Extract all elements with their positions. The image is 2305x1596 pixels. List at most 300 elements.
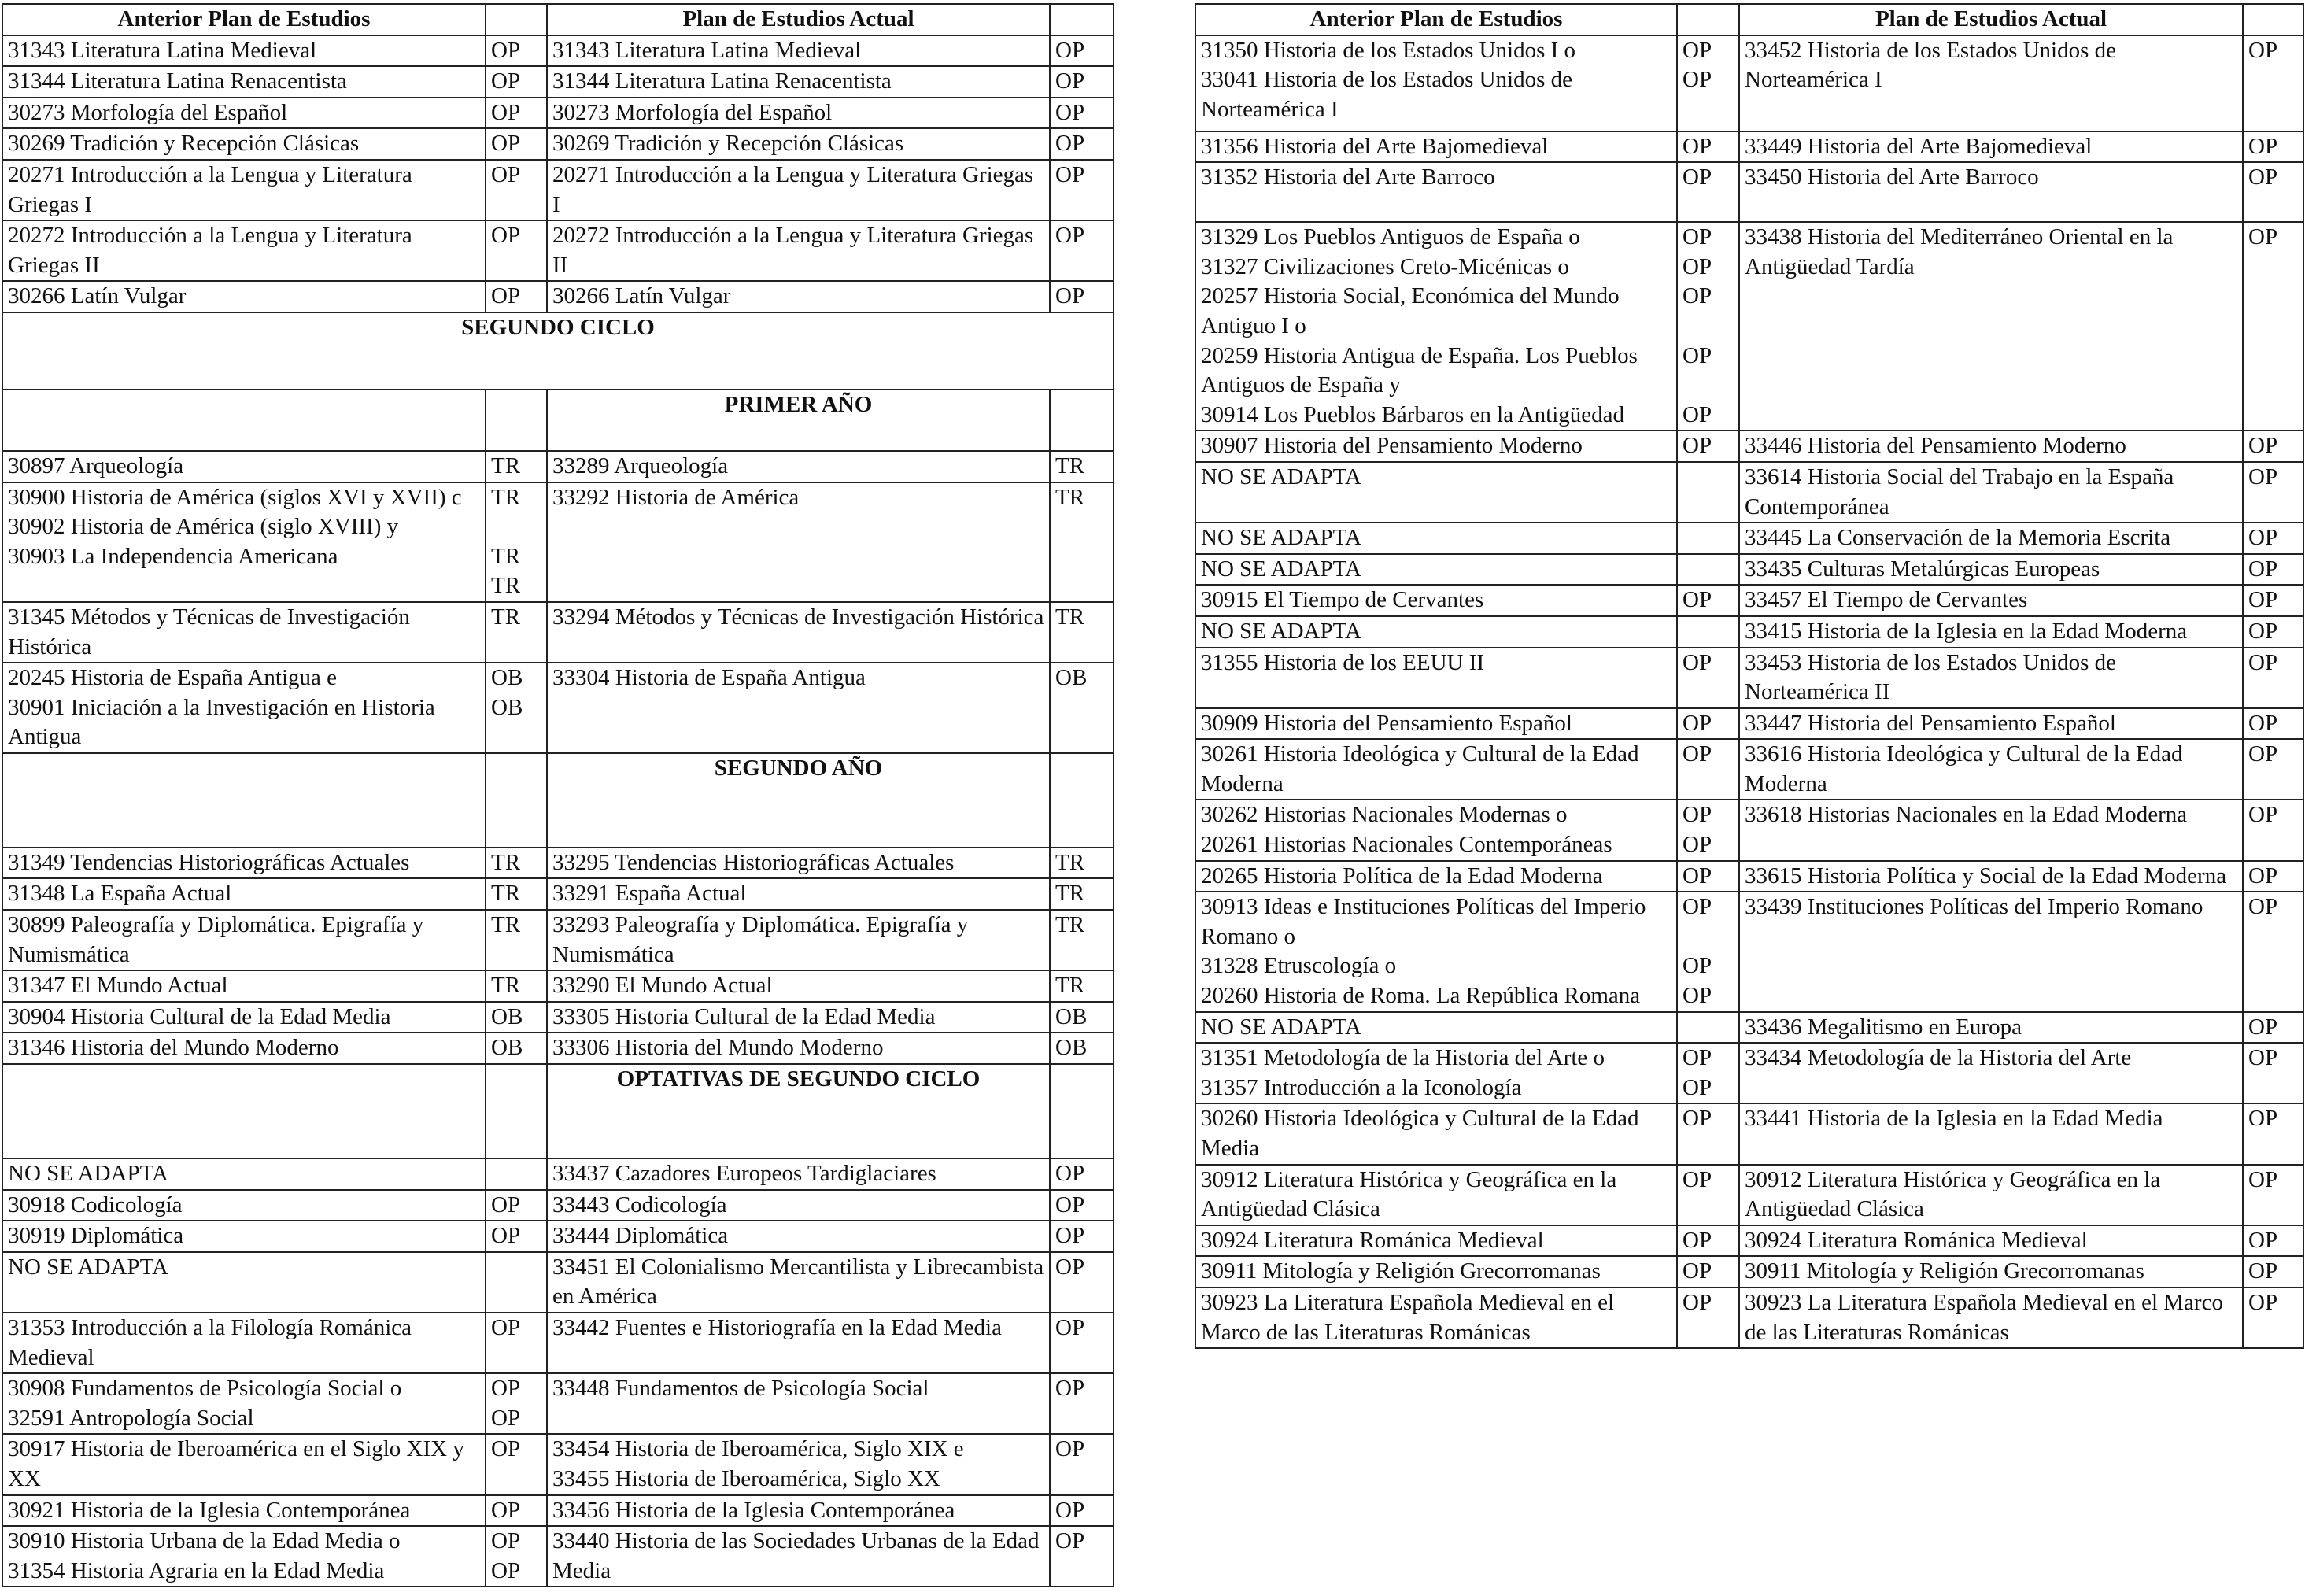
old-course: 30273 Morfología del Español bbox=[8, 99, 288, 125]
new-course-type: OP bbox=[1050, 66, 1114, 98]
equivalence-row bbox=[1195, 1225, 2303, 1257]
equivalence-row bbox=[2, 482, 1114, 602]
new-course: 33295 Tendencias Historiográficas Actuales bbox=[552, 849, 955, 875]
old-type-value: OP bbox=[491, 1497, 521, 1523]
equivalence-row bbox=[1195, 861, 2303, 892]
old-course-cell bbox=[1195, 554, 1677, 586]
old-course-type bbox=[1677, 162, 1739, 222]
old-course: 31350 Historia de los Estados Unidos I o bbox=[1201, 37, 1576, 63]
old-course-cell bbox=[1195, 585, 1677, 616]
old-course-type bbox=[1677, 222, 1739, 430]
old-type-value: OP bbox=[491, 1315, 521, 1340]
old-course: 30904 Historia Cultural de la Edad Media bbox=[8, 1003, 391, 1029]
new-course-cell bbox=[547, 1313, 1050, 1373]
old-course-type bbox=[486, 98, 547, 129]
new-course-cell bbox=[547, 220, 1050, 281]
new-course: 30912 Literatura Histórica y Geográfica en la Antigüedad Clásica bbox=[1745, 1166, 2161, 1222]
old-course: 30266 Latín Vulgar bbox=[8, 283, 187, 309]
old-course: 31345 Métodos y Técnicas de Investigación Histórica bbox=[8, 604, 410, 659]
new-course-cell bbox=[547, 128, 1050, 160]
old-course: 30918 Codicología bbox=[8, 1191, 183, 1217]
old-course-type bbox=[486, 970, 547, 1002]
equivalence-row bbox=[1195, 1165, 2303, 1225]
new-course-type: OB bbox=[1050, 1002, 1114, 1033]
old-course: 31343 Literatura Latina Medieval bbox=[8, 37, 317, 63]
new-course-cell bbox=[547, 1495, 1050, 1527]
new-course: 33449 Historia del Arte Bajomedieval bbox=[1745, 133, 2093, 159]
old-type-value: OP bbox=[1683, 1166, 1712, 1192]
old-course-type bbox=[1677, 585, 1739, 616]
new-course: 33456 Historia de la Iglesia Contemporánea bbox=[552, 1497, 955, 1523]
old-type-value: TR bbox=[491, 604, 521, 630]
old-course-type bbox=[486, 1158, 547, 1190]
old-course: 31355 Historia de los EEUU II bbox=[1201, 649, 1485, 675]
new-course: 33437 Cazadores Europeos Tardiglaciares bbox=[552, 1161, 936, 1187]
old-course-type bbox=[1677, 430, 1739, 462]
old-course: 30903 La Independencia Americana bbox=[8, 543, 338, 569]
new-course-type: OP bbox=[1050, 98, 1114, 129]
new-course: 31344 Literatura Latina Renacentista bbox=[552, 68, 892, 94]
old-course-type bbox=[486, 1190, 547, 1221]
new-course-type: OP bbox=[1050, 1313, 1114, 1373]
old-course-cell bbox=[1195, 1225, 1677, 1257]
old-type-value: OP bbox=[1683, 67, 1712, 93]
right-equivalence-table bbox=[1195, 3, 2304, 1349]
new-course: 33440 Historia de las Sociedades Urbanas de la Edad Media bbox=[552, 1528, 1040, 1583]
old-type-value: OP bbox=[491, 161, 521, 187]
old-course-type bbox=[486, 451, 547, 482]
old-type-value: TR bbox=[491, 543, 521, 569]
new-course-type: TR bbox=[1050, 970, 1114, 1002]
old-course: 30910 Historia Urbana de la Edad Media o bbox=[8, 1528, 401, 1554]
old-type-value: OP bbox=[1683, 832, 1712, 858]
old-course: 31357 Introducción a la Iconología bbox=[1201, 1074, 1522, 1100]
old-type-value: TR bbox=[491, 881, 521, 907]
new-course-cell bbox=[547, 482, 1050, 602]
old-type-value bbox=[491, 512, 541, 542]
equivalence-row bbox=[1195, 616, 2303, 648]
old-course: 30901 Iniciación a la Investigación en Historia Antigua bbox=[8, 694, 435, 750]
old-course-type bbox=[486, 1221, 547, 1252]
equivalence-row bbox=[1195, 1256, 2303, 1288]
old-course-cell bbox=[2, 602, 486, 663]
new-course-type: OP bbox=[2243, 1043, 2303, 1103]
old-course-cell bbox=[1195, 222, 1677, 430]
old-course-cell bbox=[1195, 1012, 1677, 1044]
old-course-type bbox=[1677, 861, 1739, 892]
old-course: 30909 Historia del Pensamiento Español bbox=[1201, 710, 1572, 736]
new-course: 33415 Historia de la Iglesia en la Edad Moderna bbox=[1745, 618, 2188, 644]
new-course-cell bbox=[547, 663, 1050, 753]
old-course-type bbox=[486, 848, 547, 879]
equivalence-row bbox=[1195, 892, 2303, 1011]
new-course-cell bbox=[1739, 462, 2243, 523]
new-course-cell bbox=[547, 1158, 1050, 1190]
old-course-cell bbox=[1195, 1103, 1677, 1164]
old-course-type bbox=[486, 66, 547, 98]
equivalence-row bbox=[2, 160, 1114, 220]
equivalence-row bbox=[1195, 35, 2303, 131]
old-type-value: OP bbox=[491, 223, 521, 249]
old-course-cell bbox=[1195, 739, 1677, 800]
new-course-cell bbox=[547, 602, 1050, 663]
new-course: 33435 Culturas Metalúrgicas Europeas bbox=[1745, 556, 2100, 582]
subsection-row bbox=[2, 390, 1114, 451]
new-course-cell bbox=[547, 66, 1050, 98]
new-course-cell bbox=[547, 281, 1050, 312]
old-type-value: OP bbox=[1683, 1258, 1712, 1284]
equivalence-row bbox=[2, 970, 1114, 1002]
new-course-cell bbox=[1739, 222, 2243, 430]
new-course: 33434 Metodología de la Historia del Arte bbox=[1745, 1045, 2132, 1071]
new-course-type: OP bbox=[1050, 1373, 1114, 1434]
new-course-cell bbox=[1739, 523, 2243, 554]
equivalence-row bbox=[2, 281, 1114, 312]
new-course: 33305 Historia Cultural de la Edad Media bbox=[552, 1003, 936, 1029]
old-course: 31347 El Mundo Actual bbox=[8, 973, 228, 999]
new-course: 33292 Historia de América bbox=[552, 484, 800, 510]
old-course: 30261 Historia Ideológica y Cultural de la Edad Moderna bbox=[1201, 741, 1639, 796]
old-course-type bbox=[486, 1434, 547, 1494]
new-course-type: TR bbox=[1050, 878, 1114, 910]
old-course: 30921 Historia de la Iglesia Contemporánea bbox=[8, 1497, 411, 1523]
equivalence-row bbox=[1195, 648, 2303, 708]
new-course-type: OP bbox=[2243, 430, 2303, 462]
old-course-cell bbox=[2, 220, 486, 281]
left-rows-top bbox=[2, 35, 1114, 312]
old-course-cell bbox=[2, 482, 486, 602]
old-type-value: OP bbox=[1683, 587, 1712, 613]
new-course-cell bbox=[547, 1434, 1050, 1494]
old-course-cell bbox=[2, 848, 486, 879]
old-course-type bbox=[1677, 554, 1739, 586]
new-course-type: OP bbox=[2243, 523, 2303, 554]
old-type-value: OP bbox=[1683, 802, 1712, 828]
old-course-cell bbox=[2, 878, 486, 910]
old-plan-header: Anterior Plan de Estudios bbox=[2, 4, 486, 35]
old-course: 30924 Literatura Románica Medieval bbox=[1201, 1227, 1544, 1253]
new-course-type: OP bbox=[1050, 1221, 1114, 1252]
new-course-cell bbox=[547, 1002, 1050, 1033]
new-course: 33290 El Mundo Actual bbox=[552, 973, 773, 999]
old-course: NO SE ADAPTA bbox=[1201, 525, 1361, 551]
old-course-type bbox=[486, 1033, 547, 1064]
equivalence-row bbox=[2, 1373, 1114, 1434]
old-course-type bbox=[486, 663, 547, 753]
old-course-cell bbox=[1195, 1165, 1677, 1225]
new-course: 30923 La Literatura Española Medieval en el Marco de las Literaturas Románicas bbox=[1745, 1289, 2223, 1345]
old-type-value: TR bbox=[491, 973, 521, 999]
old-course: 20259 Historia Antigua de España. Los Pueblos Antiguos de España y bbox=[1201, 342, 1638, 398]
old-type-value bbox=[1683, 523, 1734, 553]
equivalence-row bbox=[2, 1434, 1114, 1494]
new-course-cell bbox=[547, 848, 1050, 879]
new-course-type: OP bbox=[2243, 1012, 2303, 1044]
old-course-type bbox=[486, 1313, 547, 1373]
new-course-cell bbox=[547, 1190, 1050, 1221]
old-course: NO SE ADAPTA bbox=[8, 1161, 168, 1187]
old-course: 30262 Historias Nacionales Modernas o bbox=[1201, 802, 1568, 828]
new-course-type: OP bbox=[2243, 554, 2303, 586]
new-course-type: OP bbox=[2243, 1225, 2303, 1257]
old-course-type bbox=[1677, 523, 1739, 554]
old-course-cell bbox=[2, 98, 486, 129]
old-course-cell bbox=[2, 128, 486, 160]
new-course-type: OP bbox=[2243, 222, 2303, 430]
old-course-cell bbox=[2, 970, 486, 1002]
old-course-cell bbox=[1195, 708, 1677, 740]
old-course-cell bbox=[2, 1033, 486, 1064]
old-course-cell bbox=[2, 160, 486, 220]
old-course: 31346 Historia del Mundo Moderno bbox=[8, 1035, 339, 1061]
old-course: 20261 Historias Nacionales Contemporáneas bbox=[1201, 832, 1612, 858]
old-course-type bbox=[1677, 462, 1739, 523]
old-type-value: OP bbox=[1683, 133, 1712, 159]
new-course-cell bbox=[547, 1526, 1050, 1587]
new-course-cell bbox=[1739, 35, 2243, 131]
old-type-value bbox=[1683, 617, 1734, 647]
old-type-value: TR bbox=[491, 912, 521, 938]
new-course-cell bbox=[1739, 739, 2243, 800]
old-course-type bbox=[486, 1252, 547, 1313]
old-course: 30269 Tradición y Recepción Clásicas bbox=[8, 131, 360, 157]
old-course-cell bbox=[2, 35, 486, 67]
new-course-type: OP bbox=[2243, 1256, 2303, 1288]
equivalence-row bbox=[2, 128, 1114, 160]
new-course-cell bbox=[1739, 1012, 2243, 1044]
old-course: 30897 Arqueología bbox=[8, 453, 184, 478]
old-course-type bbox=[486, 1495, 547, 1527]
old-type-value: OP bbox=[491, 1436, 521, 1462]
new-course-type: OP bbox=[1050, 1252, 1114, 1313]
old-course-cell bbox=[2, 1252, 486, 1313]
new-course: 33457 El Tiempo de Cervantes bbox=[1745, 587, 2028, 613]
old-course: 30260 Historia Ideológica y Cultural de la Edad Media bbox=[1201, 1106, 1639, 1161]
old-type-value: OP bbox=[1683, 1106, 1712, 1132]
old-course: NO SE ADAPTA bbox=[8, 1254, 168, 1280]
old-type-value: OP bbox=[1683, 253, 1712, 279]
old-course-cell bbox=[2, 1434, 486, 1494]
equivalence-row bbox=[2, 1252, 1114, 1313]
old-course-type bbox=[1677, 1012, 1739, 1044]
old-type-value bbox=[1683, 463, 1734, 493]
old-type-value: OB bbox=[491, 1003, 523, 1029]
old-type-value: OB bbox=[491, 1035, 523, 1061]
equivalence-row bbox=[2, 451, 1114, 482]
equivalence-row bbox=[1195, 585, 2303, 616]
equivalence-row bbox=[1195, 162, 2303, 222]
new-course-type: OP bbox=[1050, 1495, 1114, 1527]
old-course-cell bbox=[1195, 1256, 1677, 1288]
old-type-value: OB bbox=[491, 665, 523, 691]
equivalence-row bbox=[1195, 554, 2303, 586]
old-course: 30902 Historia de América (siglo XVIII) y bbox=[8, 514, 399, 540]
old-type-value: OP bbox=[1683, 283, 1712, 309]
equivalence-row bbox=[1195, 222, 2303, 430]
old-type-value: OP bbox=[1683, 37, 1712, 63]
new-course-type: TR bbox=[1050, 482, 1114, 602]
new-course-cell bbox=[1739, 430, 2243, 462]
old-course-type bbox=[486, 602, 547, 663]
old-course-cell bbox=[1195, 648, 1677, 708]
new-course-type: OP bbox=[2243, 462, 2303, 523]
new-course: 30911 Mitología y Religión Grecorromanas bbox=[1745, 1258, 2144, 1284]
old-course: 30900 Historia de América (siglos XVI y XVII) c bbox=[8, 484, 462, 510]
old-type-value: OP bbox=[1683, 983, 1712, 1009]
old-course: 30917 Historia de Iberoamérica en el Siglo XIX y XX bbox=[8, 1436, 464, 1491]
old-type-value: OP bbox=[1683, 1289, 1712, 1315]
new-course-type: OP bbox=[2243, 1103, 2303, 1164]
old-type-value bbox=[1683, 1013, 1734, 1043]
old-course-type bbox=[1677, 800, 1739, 860]
new-plan-header: Plan de Estudios Actual bbox=[1739, 4, 2243, 35]
new-course-type: OP bbox=[1050, 35, 1114, 67]
old-course: 31328 Etruscología o bbox=[1201, 953, 1397, 979]
new-course: 33289 Arqueología bbox=[552, 453, 729, 478]
new-course-cell bbox=[547, 878, 1050, 910]
old-type-value: OP bbox=[491, 1223, 521, 1249]
new-course-cell bbox=[1739, 162, 2243, 222]
section-row bbox=[2, 312, 1114, 390]
old-course: 30907 Historia del Pensamiento Moderno bbox=[1201, 433, 1583, 459]
new-course: 33442 Fuentes e Historiografía en la Edad Media bbox=[552, 1315, 1002, 1340]
old-type-value: OP bbox=[1683, 433, 1712, 459]
old-course-type bbox=[486, 160, 547, 220]
new-course-cell bbox=[1739, 1288, 2243, 1348]
old-course: 32591 Antropología Social bbox=[8, 1405, 254, 1431]
equivalence-row bbox=[2, 663, 1114, 753]
old-course-type bbox=[1677, 1288, 1739, 1348]
equivalence-row bbox=[2, 66, 1114, 98]
new-course: 33445 La Conservación de la Memoria Escrita bbox=[1745, 525, 2171, 551]
old-course: 30913 Ideas e Instituciones Políticas del Imperio Romano o bbox=[1201, 894, 1646, 949]
old-course-type bbox=[1677, 131, 1739, 163]
equivalence-row bbox=[2, 220, 1114, 281]
equivalence-row bbox=[1195, 739, 2303, 800]
old-course-type bbox=[1677, 892, 1739, 1011]
old-course: 30899 Paleografía y Diplomática. Epigrafía y Numismática bbox=[8, 912, 424, 967]
old-course-type bbox=[486, 220, 547, 281]
old-course: 31349 Tendencias Historiográficas Actuales bbox=[8, 849, 410, 875]
equivalence-row bbox=[2, 848, 1114, 879]
old-course-type bbox=[1677, 1043, 1739, 1103]
new-course-type: OP bbox=[1050, 1158, 1114, 1190]
old-type-value: OP bbox=[491, 1528, 521, 1554]
new-course-cell bbox=[1739, 554, 2243, 586]
new-course-cell bbox=[1739, 800, 2243, 860]
old-course-cell bbox=[1195, 1043, 1677, 1103]
new-course: 20272 Introducción a la Lengua y Literatura Griegas II bbox=[552, 223, 1034, 278]
left-rows-optativas bbox=[2, 1158, 1114, 1587]
old-course: 20245 Historia de España Antigua e bbox=[8, 665, 337, 691]
old-course-cell bbox=[2, 1221, 486, 1252]
old-course-cell bbox=[2, 1190, 486, 1221]
old-course-cell bbox=[1195, 1288, 1677, 1348]
new-course-type: OP bbox=[1050, 220, 1114, 281]
new-course-cell bbox=[1739, 131, 2243, 163]
subsection-row bbox=[2, 753, 1114, 848]
old-course: 20265 Historia Política de la Edad Moderna bbox=[1201, 863, 1603, 889]
new-course-cell bbox=[1739, 1225, 2243, 1257]
new-course: 33436 Megalitismo en Europa bbox=[1745, 1014, 2022, 1040]
equivalence-row bbox=[2, 1221, 1114, 1252]
old-course-type bbox=[1677, 1103, 1739, 1164]
new-course-type: TR bbox=[1050, 910, 1114, 970]
old-course: 20272 Introducción a la Lengua y Literatura Griegas II bbox=[8, 223, 412, 278]
old-course: 31348 La España Actual bbox=[8, 881, 232, 907]
old-course-type bbox=[1677, 35, 1739, 131]
old-course-cell bbox=[1195, 131, 1677, 163]
new-course-type: OP bbox=[2243, 892, 2303, 1011]
old-type-value: OP bbox=[491, 1405, 521, 1431]
old-course-cell bbox=[2, 663, 486, 753]
new-course: 33616 Historia Ideológica y Cultural de la Edad Moderna bbox=[1745, 741, 2183, 796]
old-course-type bbox=[486, 1373, 547, 1434]
old-course-cell bbox=[2, 281, 486, 312]
old-course-cell bbox=[2, 1373, 486, 1434]
old-type-value: TR bbox=[491, 849, 521, 875]
new-course: 33293 Paleografía y Diplomática. Epigrafía y Numismática bbox=[552, 912, 969, 967]
old-course: 31351 Metodología de la Historia del Arte o bbox=[1201, 1045, 1605, 1071]
old-type-value: OP bbox=[491, 131, 521, 157]
new-plan-header: Plan de Estudios Actual bbox=[547, 4, 1050, 35]
new-course-cell bbox=[547, 98, 1050, 129]
old-type-value: TR bbox=[491, 573, 521, 599]
new-course-type: OP bbox=[2243, 1165, 2303, 1225]
new-course: 33453 Historia de los Estados Unidos de Norteamérica II bbox=[1745, 649, 2117, 705]
old-type-value: OP bbox=[1683, 342, 1712, 368]
old-type-value bbox=[1683, 922, 1734, 952]
old-type-value: OP bbox=[491, 99, 521, 125]
old-type-value bbox=[491, 1253, 541, 1283]
new-course: 33452 Historia de los Estados Unidos de Norteamérica I bbox=[1745, 37, 2117, 93]
old-course: 33041 Historia de los Estados Unidos de Norteamérica I bbox=[1201, 67, 1573, 122]
old-course: 31352 Historia del Arte Barroco bbox=[1201, 164, 1495, 190]
old-type-value bbox=[1683, 312, 1734, 342]
new-course: 33444 Diplomática bbox=[552, 1223, 729, 1249]
new-course-type: OP bbox=[2243, 708, 2303, 740]
new-course: 30273 Morfología del Español bbox=[552, 99, 833, 125]
old-course-cell bbox=[1195, 162, 1677, 222]
old-course-cell bbox=[2, 451, 486, 482]
old-course: 30923 La Literatura Española Medieval en el Marco de las Literaturas Románicas bbox=[1201, 1289, 1615, 1345]
new-course-cell bbox=[547, 451, 1050, 482]
old-type-value: OP bbox=[1683, 401, 1712, 427]
old-course-cell bbox=[1195, 523, 1677, 554]
subsection-primer-ano: PRIMER AÑO bbox=[547, 390, 1050, 451]
subsection-row bbox=[2, 1064, 1114, 1158]
subsection-optativas: OPTATIVAS DE SEGUNDO CICLO bbox=[547, 1064, 1050, 1158]
old-course-cell bbox=[1195, 430, 1677, 462]
old-type-value: OP bbox=[1683, 863, 1712, 889]
equivalence-row bbox=[1195, 1043, 2303, 1103]
old-type-value: TR bbox=[491, 453, 521, 478]
equivalence-row bbox=[2, 1495, 1114, 1527]
new-course: 33306 Historia del Mundo Moderno bbox=[552, 1035, 884, 1061]
old-course: 20260 Historia de Roma. La República Romana bbox=[1201, 983, 1641, 1009]
equivalence-row bbox=[1195, 462, 2303, 523]
equivalence-row bbox=[2, 1033, 1114, 1064]
old-course-type bbox=[486, 281, 547, 312]
new-course: 33447 Historia del Pensamiento Español bbox=[1745, 710, 2116, 736]
new-course-cell bbox=[1739, 648, 2243, 708]
new-course: 33438 Historia del Mediterráneo Oriental en la Antigüedad Tardía bbox=[1745, 224, 2174, 279]
new-course: 33443 Codicología bbox=[552, 1191, 727, 1217]
new-course-cell bbox=[547, 910, 1050, 970]
new-course-cell bbox=[1739, 1256, 2243, 1288]
new-course: 33450 Historia del Arte Barroco bbox=[1745, 164, 2039, 190]
new-course-type: OP bbox=[2243, 739, 2303, 800]
